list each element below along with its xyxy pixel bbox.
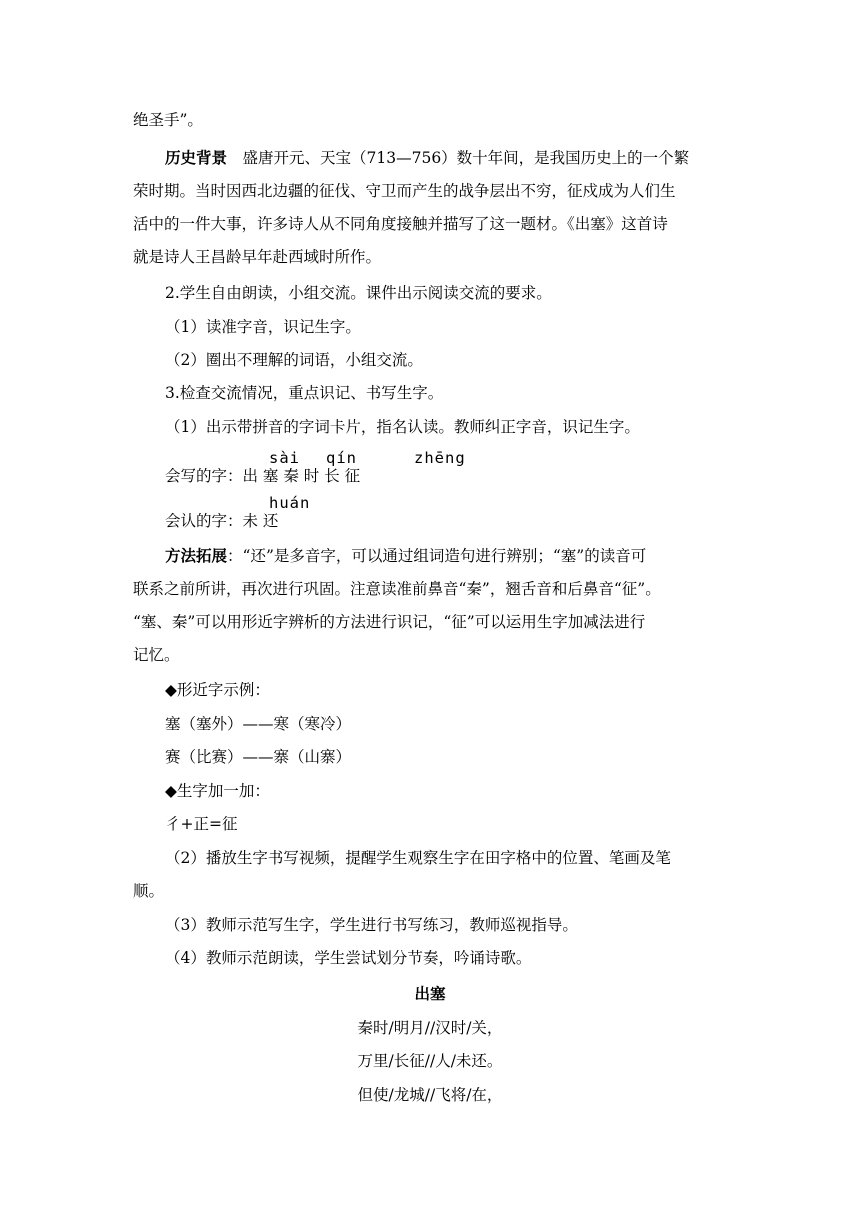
- read-characters-line: 会认的字：未 还: [165, 512, 279, 530]
- text-line: ：“还”是多音字，可以通过组词造句进行辨别；“塞”的读音可: [227, 547, 647, 565]
- poem-line-1: 秦时/明月//汉时/关，: [357, 1019, 503, 1037]
- step-2-item-1: （1）读准字音，识记生字。: [165, 318, 361, 336]
- method-paragraph: [165, 545, 646, 567]
- pinyin-sai: sài: [269, 449, 300, 467]
- add-characters-heading: ◆生字加一加：: [165, 782, 270, 800]
- similar-characters-heading: ◆形近字示例：: [165, 681, 270, 699]
- text-line: 记忆。: [133, 646, 180, 664]
- add-example-1: 彳+正=征: [165, 815, 238, 833]
- step-3-item-2: （2）播放生字书写视频，提醒学生观察生字在田字格中的位置、笔画及笔: [165, 849, 671, 867]
- text-line: 荣时期。当时因西北边疆的征伐、守卫而产生的战争层出不穷，征戍成为人们生: [133, 182, 676, 200]
- text-line: 就是诗人王昌龄早年赴西域时所作。: [133, 248, 382, 266]
- step-2: 2.学生自由朗读，小组交流。课件出示阅读交流的要求。: [165, 284, 552, 302]
- step-3: 3.检查交流情况，重点识记、书写生字。: [165, 384, 444, 402]
- text-line: 盛唐开元、天宝（713—756）数十年间，是我国历史上的一个繁: [227, 149, 690, 167]
- pinyin-huan: huán: [269, 494, 311, 512]
- pinyin-zheng: zhēng: [414, 449, 466, 467]
- poem-line-2: 万里/长征//人/未还。: [357, 1052, 503, 1070]
- pinyin-qin: qín: [326, 449, 357, 467]
- step-3-item-3: （3）教师示范写生字，学生进行书写练习，教师巡视指导。: [165, 916, 578, 934]
- text-line: 活中的一件大事，许多诗人从不同角度接触并描写了这一题材。《出塞》这首诗: [133, 215, 668, 233]
- step-3-item-4: （4）教师示范朗读，学生尝试划分节奏，吟诵诗歌。: [165, 949, 532, 967]
- history-background-label: 历史背景: [165, 149, 228, 167]
- poem-title: 出塞: [414, 985, 446, 1003]
- text-line: 顺。: [133, 882, 165, 900]
- similar-example-2: 赛（比赛）——寨（山寨）: [165, 748, 352, 766]
- step-2-item-2: （2）圈出不理解的词语，小组交流。: [165, 351, 423, 369]
- similar-example-1: 塞（塞外）——寒（寒冷）: [165, 715, 352, 733]
- method-label: 方法拓展: [165, 547, 228, 565]
- history-background-paragraph: [165, 147, 689, 169]
- text-line: 绝圣手”。: [133, 111, 203, 129]
- write-characters-line: 会写的字：出 塞 秦 时 长 征: [165, 467, 361, 485]
- text-line: 联系之前所讲，再次进行巩固。注意读准前鼻音“秦”，翘舌音和后鼻音“征”。: [133, 580, 661, 598]
- text-line: “塞、秦”可以用形近字辨析的方法进行识记，“征”可以运用生字加减法进行: [133, 613, 646, 631]
- step-3-item-1: （1）出示带拼音的字词卡片，指名认读。教师纠正字音，识记生字。: [165, 418, 640, 436]
- poem-line-3: 但使/龙城//飞将/在，: [357, 1086, 503, 1104]
